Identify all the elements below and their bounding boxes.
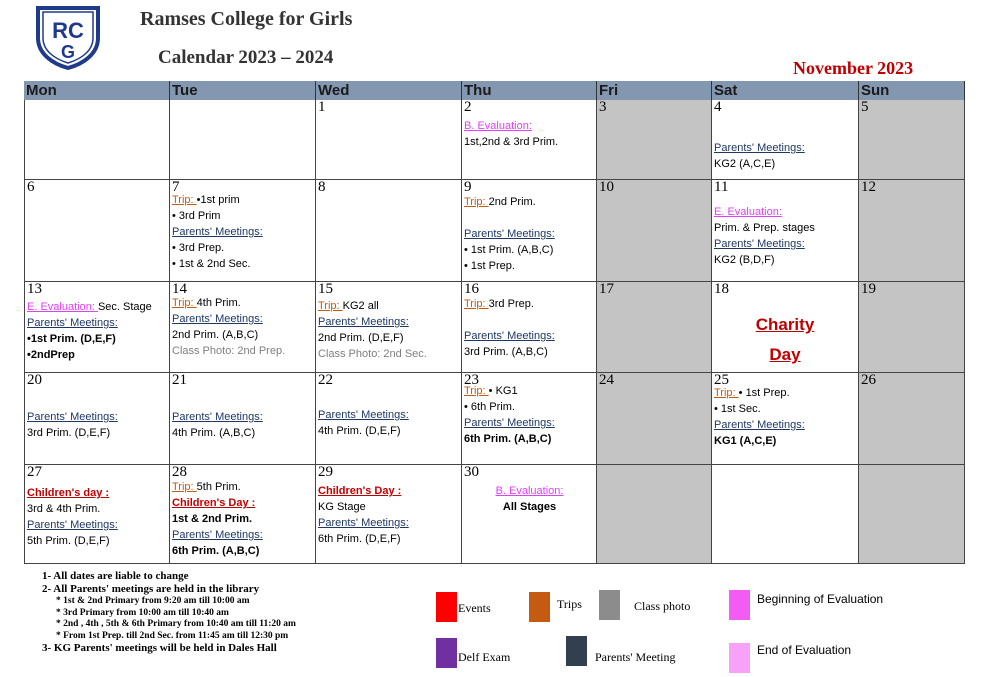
event-line: Parents' Meetings: <box>318 316 409 328</box>
calendar-title: Calendar 2023 – 2024 <box>158 47 334 68</box>
day-cell-19 <box>859 282 965 373</box>
note-2-slot-2: * 3rd Primary from 10:00 am till 10:40 am <box>56 607 229 618</box>
event-line: Class Photo: 2nd Sec. <box>318 348 427 360</box>
day-cell-11 <box>712 180 859 282</box>
day-number: 2 <box>464 100 472 115</box>
legend-label: Parents' Meeting <box>595 650 676 664</box>
legend-label: Delf Exam <box>458 650 511 664</box>
note-2: 2- All Parents' meetings are held in the library <box>42 583 260 595</box>
day-cell-21 <box>170 373 316 465</box>
event-line: Parents' Meetings: <box>318 409 409 421</box>
event-line: 3rd Prim. (A,B,C) <box>464 346 548 358</box>
day-cell-empty <box>170 100 316 180</box>
day-number: 30 <box>464 465 479 480</box>
day-cell-7 <box>170 180 316 282</box>
note-2-slot-1: * 1st & 2nd Primary from 9:20 am till 10:00 am <box>56 596 250 606</box>
day-number: 4 <box>714 100 722 115</box>
day-cell-13 <box>24 282 170 373</box>
day-cell-8 <box>316 180 462 282</box>
legend-swatch <box>729 590 750 620</box>
event-line: 2nd Prim. (D,E,F) <box>318 332 404 344</box>
day-number: 22 <box>318 373 333 388</box>
day-cell-empty <box>859 465 965 564</box>
day-cell-29 <box>316 465 462 564</box>
day-number: 10 <box>599 180 614 195</box>
event-line: 3rd Prim. (D,E,F) <box>27 427 111 439</box>
event-line: Parents' Meetings: <box>714 419 805 431</box>
legend-label: Beginning of Evaluation <box>757 592 884 606</box>
event-line: 3rd & 4th Prim. <box>27 503 101 515</box>
day-cell-3 <box>597 100 712 180</box>
event-line: B. Evaluation: <box>495 485 564 497</box>
day-cell-9 <box>462 180 597 282</box>
event-line: Trip: KG2 all <box>318 300 379 312</box>
event-line: Parents' Meetings: <box>714 238 805 250</box>
event-line: E. Evaluation: <box>714 206 782 218</box>
day-header-wed: Wed <box>316 81 462 100</box>
legend-swatch <box>729 643 750 673</box>
day-number: 23 <box>464 373 479 388</box>
event-line: Trip: • 1st Prep. <box>714 387 790 399</box>
event-line: Parents' Meetings: <box>172 529 263 541</box>
event-line: B. Evaluation: <box>464 120 532 132</box>
day-number: 14 <box>172 282 187 297</box>
notes <box>42 570 296 655</box>
day-cell-empty <box>712 465 859 564</box>
month-title: November 2023 <box>793 58 914 78</box>
event-line: Children's day : <box>27 487 110 499</box>
college-logo <box>33 4 103 70</box>
day-header-thu: Thu <box>462 81 597 100</box>
day-number: 20 <box>27 373 42 388</box>
event-line: 6th Prim. (D,E,F) <box>318 533 401 545</box>
day-cell-empty <box>597 465 712 564</box>
day-number: 16 <box>464 282 479 297</box>
event-line: All Stages <box>502 501 557 513</box>
event-line: Trip: 3rd Prep. <box>464 298 534 310</box>
day-cell-18 <box>712 282 859 373</box>
day-header-sat: Sat <box>712 81 859 100</box>
event-line: 1st,2nd & 3rd Prim. <box>464 136 559 148</box>
event-line: 2nd Prim. (A,B,C) <box>172 329 259 341</box>
event-line: 4th Prim. (D,E,F) <box>318 425 401 437</box>
event-line: Trip: • KG1 <box>464 385 518 397</box>
day-number: 18 <box>714 282 729 297</box>
legend-swatch <box>599 590 620 620</box>
day-cell-4 <box>712 100 859 180</box>
legend-swatch <box>436 592 457 622</box>
day-cell-5 <box>859 100 965 180</box>
event-line: • 1st Prep. <box>464 260 515 272</box>
event-line: E. Evaluation: Sec. Stage <box>27 301 152 313</box>
event-line: Parents' Meetings: <box>172 313 263 325</box>
day-number: 1 <box>318 100 326 115</box>
day-cell-empty <box>24 100 170 180</box>
event-line: 6th Prim. (A,B,C) <box>464 433 552 445</box>
event-line: • 1st Prim. (A,B,C) <box>464 244 554 256</box>
note-2-slot-4: * From 1st Prep. till 2nd Sec. from 11:45 am till 12:30 pm <box>56 630 289 641</box>
day-cell-17 <box>597 282 712 373</box>
day-number: 3 <box>599 100 607 115</box>
event-line: Prim. & Prep. stages <box>714 222 815 234</box>
day-number: 27 <box>27 465 42 480</box>
day-number: 19 <box>861 282 876 297</box>
day-header-fri: Fri <box>597 81 712 100</box>
event-line: Parents' Meetings: <box>27 317 118 329</box>
event-line: Class Photo: 2nd Prep. <box>172 345 286 357</box>
event-line: 4th Prim. (A,B,C) <box>172 427 256 439</box>
day-cell-20 <box>24 373 170 465</box>
note-3: 3- KG Parents' meetings will be held in Dales Hall <box>42 642 277 654</box>
event-line: Trip: 5th Prim. <box>172 481 241 493</box>
day-number: 12 <box>861 180 876 195</box>
event-line: Parents' Meetings: <box>464 228 555 240</box>
event-line: •2ndPrep <box>27 349 75 361</box>
day-number: 28 <box>172 465 187 480</box>
event-line: Parents' Meetings: <box>464 417 555 429</box>
day-cell-6 <box>24 180 170 282</box>
day-cell-28 <box>170 465 316 564</box>
day-number: 24 <box>599 373 614 388</box>
legend-swatch <box>529 592 550 622</box>
event-line: • 1st Sec. <box>714 403 761 415</box>
event-line: • 1st & 2nd Sec. <box>172 258 251 270</box>
day-cell-14 <box>170 282 316 373</box>
day-number: 9 <box>464 180 472 195</box>
day-cell-26 <box>859 373 965 465</box>
event-line: Parents' Meetings: <box>714 142 805 154</box>
legend-swatch <box>436 638 457 668</box>
day-cell-16 <box>462 282 597 373</box>
day-cell-2 <box>462 100 597 180</box>
day-header-sun: Sun <box>859 81 965 100</box>
event-line: Trip: •1st prim <box>172 194 240 206</box>
day-header-tue: Tue <box>170 81 316 100</box>
day-cell-15 <box>316 282 462 373</box>
day-cell-22 <box>316 373 462 465</box>
day-number: 21 <box>172 373 187 388</box>
day-number: 25 <box>714 373 729 388</box>
day-cell-10 <box>597 180 712 282</box>
day-cell-30 <box>462 465 597 564</box>
day-number: 29 <box>318 465 333 480</box>
legend-label: Trips <box>557 597 582 611</box>
event-line <box>464 210 595 226</box>
note-2-slot-3: * 2nd , 4th , 5th & 6th Primary from 10:40 am till 11:20 am <box>56 619 296 629</box>
day-number: 11 <box>714 180 729 195</box>
event-line: KG2 (A,C,E) <box>714 158 776 170</box>
event-line: Children's Day : <box>172 497 256 509</box>
day-cell-12 <box>859 180 965 282</box>
day-number: 8 <box>318 180 326 195</box>
legend-label: Events <box>458 601 491 615</box>
event-line: 5th Prim. (D,E,F) <box>27 535 110 547</box>
event-line: Parents' Meetings: <box>27 411 118 423</box>
event-line: Children's Day : <box>318 485 402 497</box>
day-number: 7 <box>172 180 180 195</box>
event-line: • 3rd Prim <box>172 210 221 222</box>
legend-label: End of Evaluation <box>757 643 852 657</box>
day-number: 15 <box>318 282 333 297</box>
svg-text:RC: RC <box>52 18 84 43</box>
day-cell-23 <box>462 373 597 465</box>
event-line: • 6th Prim. <box>464 401 515 413</box>
event-line: Trip: 4th Prim. <box>172 297 241 309</box>
event-line: Parents' Meetings: <box>172 226 263 238</box>
calendar-grid <box>24 81 965 564</box>
legend-label: Class photo <box>634 599 691 613</box>
note-1: 1- All dates are liable to change <box>42 570 189 582</box>
day-number: 5 <box>861 100 869 115</box>
event-line: Parents' Meetings: <box>27 519 118 531</box>
event-line: 6th Prim. (A,B,C) <box>172 545 260 557</box>
event-line: •1st Prim. (D,E,F) <box>27 333 116 345</box>
event-line: Parents' Meetings: <box>464 330 555 342</box>
school-name: Ramses College for Girls <box>140 8 353 30</box>
day-cell-27 <box>24 465 170 564</box>
day-cell-1 <box>316 100 462 180</box>
event-line: KG Stage <box>318 501 366 513</box>
event-line: Parents' Meetings: <box>318 517 409 529</box>
event-line: Trip: 2nd Prim. <box>464 196 536 208</box>
event-line: Parents' Meetings: <box>172 411 263 423</box>
day-number: 6 <box>27 180 35 195</box>
event-line: KG1 (A,C,E) <box>714 435 777 447</box>
day-number: 13 <box>27 282 42 297</box>
day-cell-24 <box>597 373 712 465</box>
day-number: 17 <box>599 282 614 297</box>
event-line: 1st & 2nd Prim. <box>172 513 253 525</box>
charity-day-label: Charity <box>755 315 815 334</box>
charity-day-label: Day <box>769 345 801 364</box>
day-header-mon: Mon <box>24 81 170 100</box>
event-line <box>464 312 595 328</box>
event-line: KG2 (B,D,F) <box>714 254 775 266</box>
event-line: • 3rd Prep. <box>172 242 225 254</box>
day-number: 26 <box>861 373 876 388</box>
day-cell-25 <box>712 373 859 465</box>
legend-swatch <box>566 636 587 666</box>
svg-text:G: G <box>60 42 76 62</box>
